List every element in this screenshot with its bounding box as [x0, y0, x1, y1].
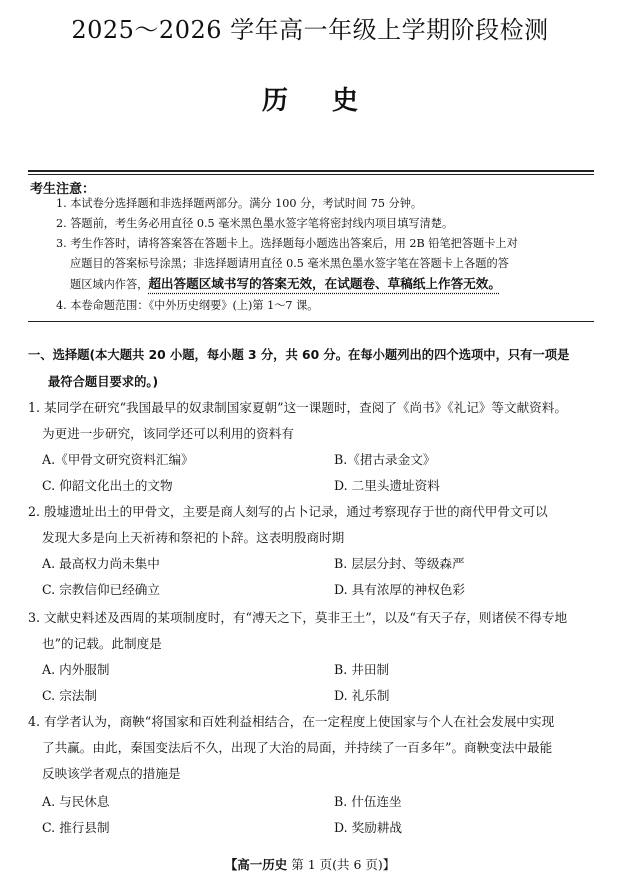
question-3-option-d: D. 礼乐制	[334, 688, 390, 703]
question-2-line-1: 2. 殷墟遗址出土的甲骨文，主要是商人刻写的占卜记录，通过考察现存于世的商代甲骨文可以	[28, 504, 548, 519]
question-1-option-b: B.《捃古录金文》	[334, 452, 436, 467]
question-3-line-1: 3. 文献史料述及西周的某项制度时，有“溥天之下，莫非王土”，以及“有天子存，则诸侯不得专地	[28, 610, 568, 625]
question-1-line-1: 1. 某同学在研究“我国最早的奴隶制国家夏朝”这一课题时，查阅了《尚书》《礼记》等文献资料。	[28, 400, 567, 415]
question-1-option-c: C. 仰韶文化出土的文物	[42, 478, 173, 493]
footer-page-number: 第 1 页(共 6 页)】	[291, 857, 396, 872]
section-heading	[28, 342, 569, 396]
notice-item-3: 3. 考生作答时，请将答案答在答题卡上。选择题每小题选出答案后，用 2B 铅笔把答题卡上对	[56, 237, 518, 250]
question-1-option-a: A.《甲骨文研究资料汇编》	[42, 452, 194, 467]
question-4-line-1: 4. 有学者认为，商鞅“将国家和百姓利益相结合，在一定程度上使国家与个人在社会发展中实现	[28, 714, 555, 729]
notice-bottom-rule	[28, 321, 594, 322]
question-4-option-c: C. 推行县制	[42, 820, 110, 835]
section-line-1: 一、选择题(本大题共 20 小题，每小题 3 分，共 60 分。在每小题列出的四个选项中，只有一项是	[28, 348, 570, 362]
notice-item-3-end	[70, 276, 501, 293]
notice-item-1: 1. 本试卷分选择题和非选择题两部分。满分 100 分，考试时间 75 分钟。	[56, 197, 423, 210]
question-4-option-d: D. 奖励耕战	[334, 820, 403, 835]
top-rule	[28, 170, 594, 172]
question-4-option-a: A. 与民休息	[42, 794, 110, 809]
question-2-option-a: A. 最高权力尚未集中	[42, 556, 160, 571]
question-3-option-c: C. 宗法制	[42, 688, 97, 703]
exam-title: 2025～2026 学年高一年级上学期阶段检测	[71, 16, 549, 44]
question-1-option-d: D. 二里头遗址资料	[334, 478, 440, 493]
notice-item-3-cont: 应题目的答案标号涂黑；非选择题请用直径 0.5 毫米黑色墨水签字笔在答题卡上各题的答	[70, 257, 509, 270]
question-4-line-2: 了共赢。由此，秦国变法后不久，出现了大治的局面，并持续了一百多年”。商鞅变法中最能	[42, 740, 553, 755]
footer-label: 【高一历史	[224, 857, 288, 872]
question-2-line-2: 发现大多是向上天祈祷和祭祀的卜辞。这表明殷商时期	[42, 530, 345, 545]
notice-item-4: 4. 本卷命题范围：《中外历史纲要》(上)第 1～7 课。	[56, 299, 319, 312]
subject-title: 历史	[261, 86, 402, 116]
top-rule-thin	[28, 174, 594, 175]
notice-emphasis: 超出答题区域书写的答案无效，在试题卷、草稿纸上作答无效。	[148, 276, 501, 291]
question-3-option-a: A. 内外服制	[42, 662, 110, 677]
notice-item-2: 2. 答题前，考生务必用直径 0.5 毫米黑色墨水签字笔将密封线内项目填写清楚。	[56, 217, 454, 230]
question-2-option-b: B. 层层分封、等级森严	[334, 556, 465, 571]
notice-item-3-tail: 题区域内作答，	[70, 278, 149, 291]
question-4-line-3: 反映该学者观点的措施是	[42, 766, 181, 781]
question-1-line-2: 为更进一步研究，该同学还可以利用的资料有	[42, 426, 294, 441]
question-4-option-b: B. 什伍连坐	[334, 794, 402, 809]
question-3-option-b: B. 井田制	[334, 662, 390, 677]
question-2-option-d: D. 具有浓厚的神权色彩	[334, 582, 465, 597]
page-footer	[0, 855, 620, 873]
question-2-option-c: C. 宗教信仰已经确立	[42, 582, 160, 597]
notice-heading: 考生注意：	[30, 182, 96, 197]
question-3-line-2: 也”的记载。此制度是	[42, 636, 162, 651]
section-line-2: 最符合题目要求的。)	[48, 375, 159, 389]
